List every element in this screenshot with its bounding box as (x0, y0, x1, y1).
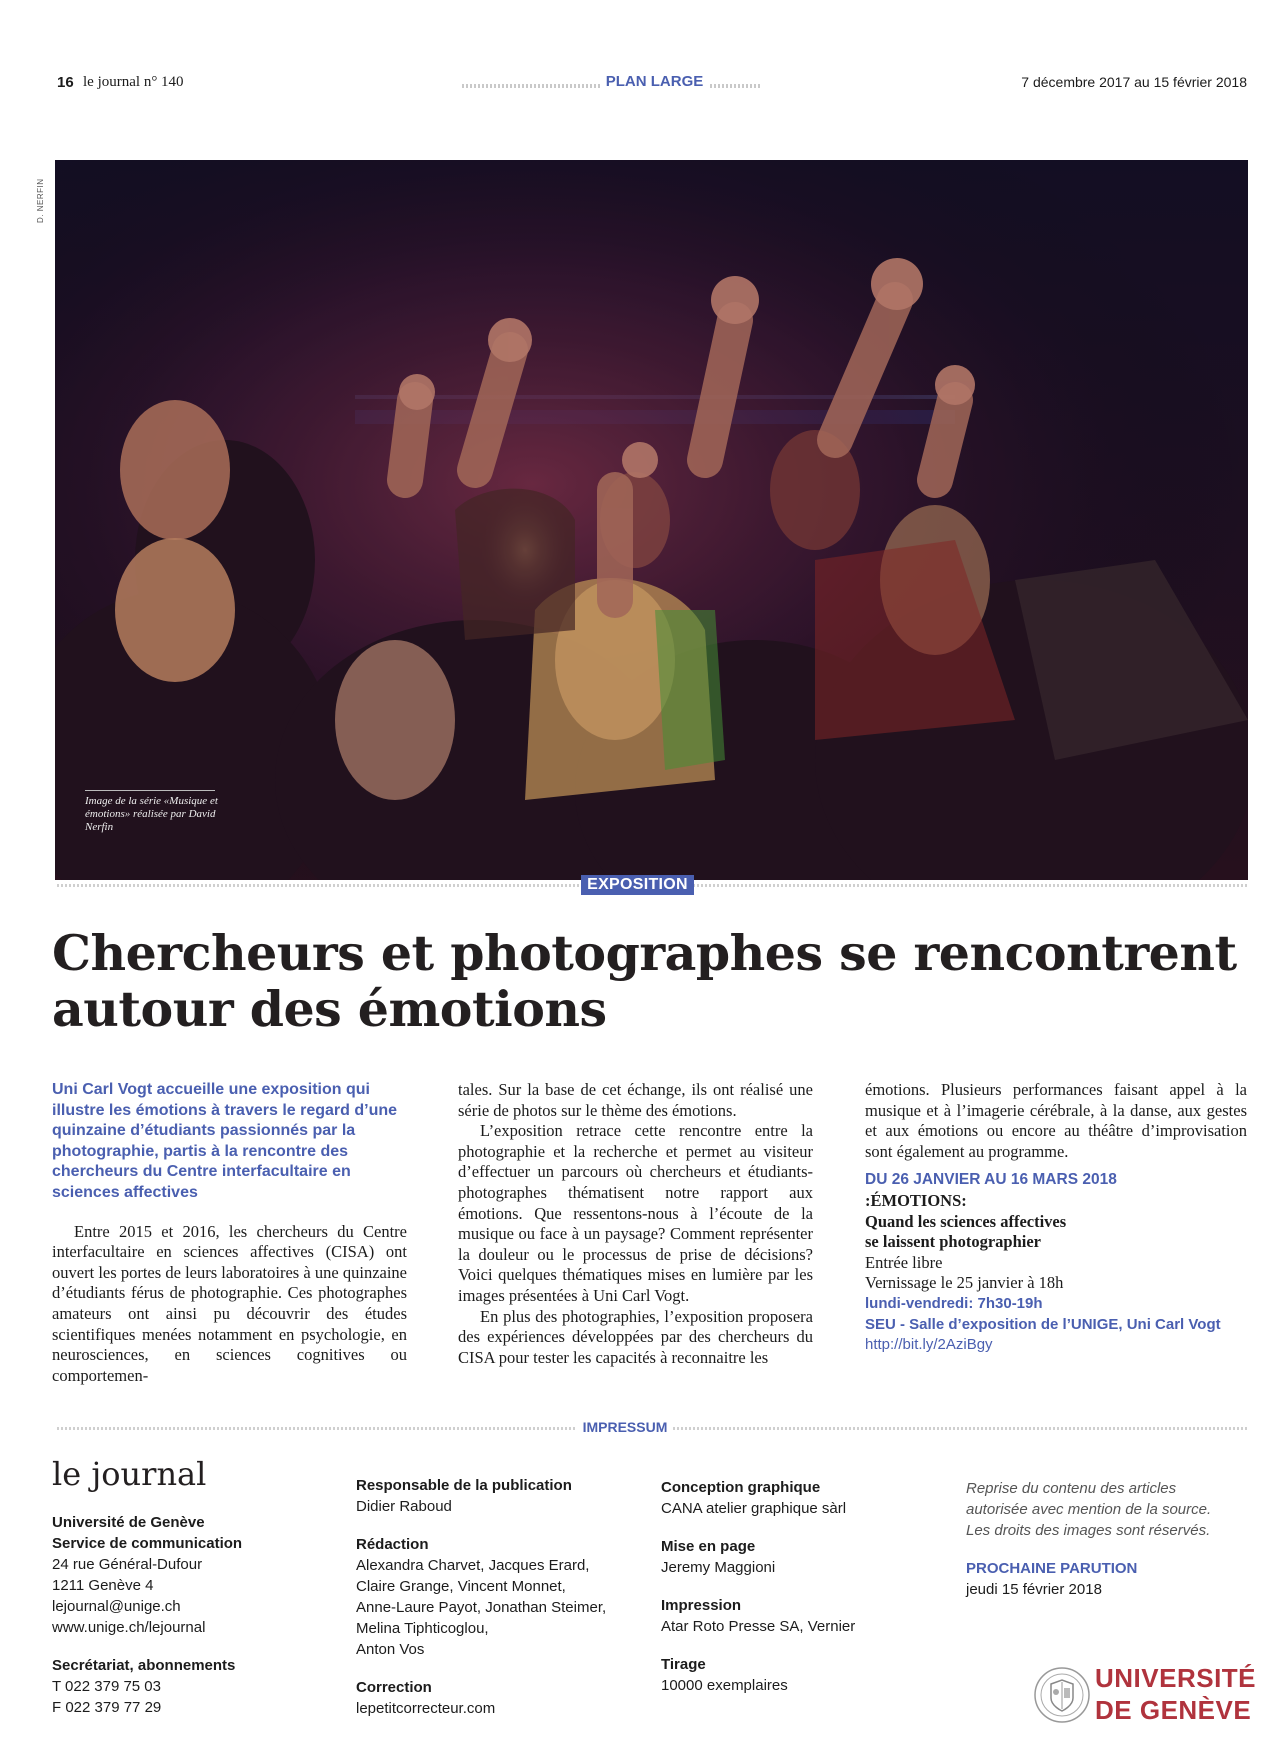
university-seal-icon (1033, 1666, 1091, 1724)
publication-label: Responsable de la publication (356, 1477, 572, 1494)
run-label: Tirage (661, 1656, 706, 1673)
redaction-names: Anton Vos (356, 1641, 425, 1658)
issue-date: 7 décembre 2017 au 15 février 2018 (1021, 74, 1247, 90)
rights-note: autorisée avec mention de la source. (966, 1501, 1212, 1518)
headline-line-1: Chercheurs et photographes se rencontrent (52, 924, 1237, 982)
headline-line-2: autour des émotions (52, 980, 607, 1038)
journal-issue: le journal n° 140 (83, 74, 184, 90)
page-number: 16 (57, 74, 74, 91)
photo-caption: Image de la série «Musique et émotions» réalisée par David Nerfin (85, 795, 218, 833)
print-label: Impression (661, 1597, 742, 1614)
next-issue-label: PROCHAINE PARUTION (966, 1560, 1138, 1577)
exhibition-entry: Entrée libre (865, 1252, 943, 1272)
layout-name: Jeremy Maggioni (661, 1559, 776, 1576)
photo-credit: D. NERFIN (36, 178, 45, 223)
impressum-editorial (356, 1475, 646, 1719)
contact-website[interactable]: www.unige.ch/lejournal (52, 1619, 206, 1636)
page-header (57, 74, 1247, 96)
exhibition-dates: DU 26 JANVIER AU 16 MARS 2018 (865, 1171, 1117, 1189)
article-lede: Uni Carl Vogt accueille une exposition qui illustre les émotions à travers le regard d’une quinzaine d’étudiants passionnés par la photographie, partis à la rencontre des chercheurs du Centre interfacultaire en sciences affectives (52, 1081, 398, 1201)
exhibition-venue: SEU - Salle d’exposition de l’UNIGE, Uni Carl Vogt (865, 1315, 1221, 1333)
university-name: UNIVERSITÉ DE GENÈVE (1095, 1663, 1257, 1725)
fax-number: F 022 379 77 29 (52, 1699, 162, 1716)
exhibition-hours: lundi-vendredi: 7h30-19h (865, 1294, 1043, 1312)
correction-label: Correction (356, 1679, 432, 1696)
rubric-tag: EXPOSITION (0, 875, 1275, 895)
org-service: Service de communication (52, 1535, 243, 1552)
next-issue-date: jeudi 15 février 2018 (966, 1581, 1102, 1598)
layout-label: Mise en page (661, 1538, 756, 1555)
exhibition-title-3: se laissent photographier (865, 1232, 1042, 1252)
journal-logo: le journal (52, 1455, 207, 1493)
redaction-names: Alexandra Charvet, Jacques Erard, (356, 1557, 590, 1574)
concert-photo (55, 160, 1248, 880)
impressum-label: IMPRESSUM (0, 1419, 1250, 1435)
contact-email[interactable]: lejournal@unige.ch (52, 1598, 181, 1615)
caption-divider (85, 790, 215, 791)
impressum-production (661, 1477, 921, 1696)
university-logo (1033, 1662, 1257, 1732)
print-name: Atar Roto Presse SA, Vernier (661, 1618, 856, 1635)
rights-note: Les droits des images sont réservés. (966, 1522, 1211, 1539)
exhibition-vernissage: Vernissage le 25 janvier à 18h (865, 1273, 1064, 1293)
article-column-1 (52, 1080, 407, 1386)
section-label: PLAN LARGE (57, 73, 1252, 90)
article-paragraph: Entre 2015 et 2016, les chercheurs du Centre interfacultaire en sciences affectives (CISA) ont ouvert les portes de leurs laboratoires à une quinzaine d’étudiants férus de photographie. Ces photographes amateurs ont ainsi pu découvrir des études scientifiques menées notamment en psychologie, en neurosciences, en sciences cognitives ou comportemen- (52, 1221, 407, 1385)
phone-number: T 022 379 75 03 (52, 1678, 161, 1695)
article-paragraph: L’exposition retrace cette rencontre entre la photographie et la recherche et permet au visiteur d’effectuer un parcours où chercheurs et étudiants-photographes thématisent notre rapport aux émotions. Que ressentons-nous à l’écoute de la musique ou face à un paysage? Comment représenter la douleur ou le processus de prise de décisions? Voici quelques thématiques mises en lumière par les images présentées à Uni Carl Vogt. (458, 1121, 813, 1305)
impressum-notes (966, 1478, 1246, 1600)
secretariat-label: Secrétariat, abonnements (52, 1657, 236, 1674)
article-paragraph: émotions. Plusieurs performances faisant appel à la musique et à l’imagerie cérébrale, à la danse, aux gestes et aux émotions ou encore au théâtre d’improvisation sont également au programme. (865, 1080, 1247, 1161)
article-paragraph: tales. Sur la base de cet échange, ils ont réalisé une série de photos sur le thème des émotions. (458, 1080, 813, 1120)
impressum-contact (52, 1512, 312, 1718)
article-column-2 (458, 1080, 813, 1368)
exhibition-link[interactable]: http://bit.ly/2AziBgy (865, 1336, 993, 1354)
exhibition-title-2: Quand les sciences affectives (865, 1211, 1067, 1231)
run-value: 10000 exemplaires (661, 1677, 788, 1694)
design-label: Conception graphique (661, 1479, 821, 1496)
redaction-names: Anne-Laure Payot, Jonathan Steimer, (356, 1599, 607, 1616)
article-column-3 (865, 1080, 1247, 1356)
redaction-names: Melina Tiphticoglou, (356, 1620, 489, 1637)
address-line: 1211 Genève 4 (52, 1577, 154, 1594)
exhibition-info-box (865, 1170, 1247, 1355)
article-headline (52, 925, 1242, 1037)
redaction-label: Rédaction (356, 1536, 429, 1553)
article-paragraph: En plus des photographies, l’exposition proposera des expériences développées par des chercheurs du CISA pour tester les capacités à reconnaitre les (458, 1306, 813, 1367)
rights-note: Reprise du contenu des articles (966, 1480, 1177, 1497)
exhibition-title-1: :ÉMOTIONS: (865, 1190, 967, 1210)
org-name: Université de Genève (52, 1514, 205, 1531)
publication-name: Didier Raboud (356, 1498, 452, 1515)
design-name: CANA atelier graphique sàrl (661, 1500, 847, 1517)
correction-name: lepetitcorrecteur.com (356, 1700, 496, 1717)
redaction-names: Claire Grange, Vincent Monnet, (356, 1578, 566, 1595)
address-line: 24 rue Général-Dufour (52, 1556, 203, 1573)
